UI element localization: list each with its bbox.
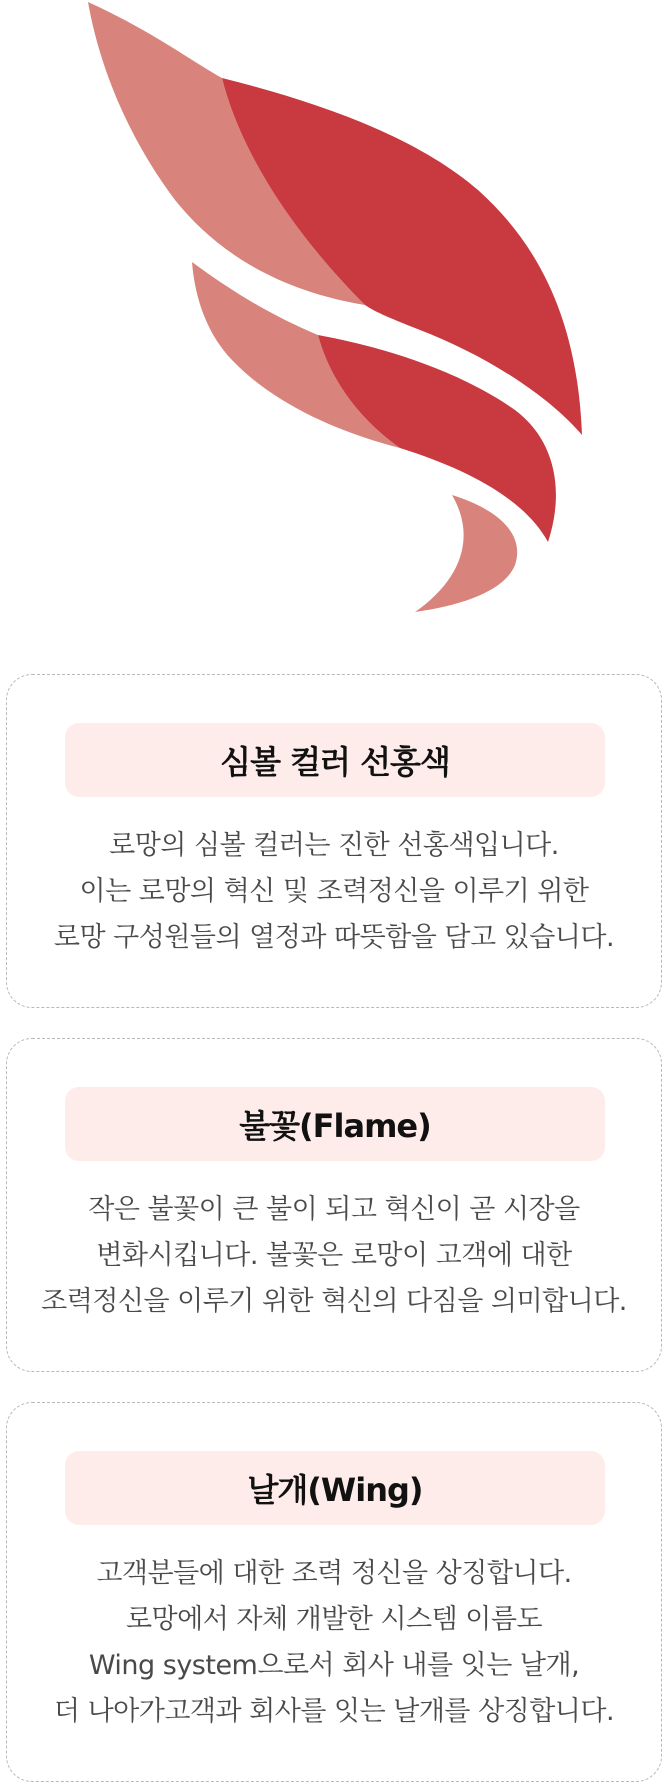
- description-line: 조력정신을 이루기 위한 혁신의 다짐을 의미합니다.: [41, 1286, 627, 1317]
- brand-symbol: [0, 0, 670, 640]
- description-line: 로망의 심볼 컬러는 진한 선홍색입니다.: [109, 830, 559, 861]
- description-line: 변화시킵니다. 불꽃은 로망이 고객에 대한: [96, 1240, 572, 1271]
- card-description: [17, 1551, 651, 1735]
- description-line: 로망 구성원들의 열정과 따뜻함을 담고 있습니다.: [53, 922, 615, 953]
- info-card-wing: [6, 1402, 662, 1782]
- flame-wing-logo-icon: [0, 0, 670, 640]
- card-title: 심볼 컬러 선홍색: [65, 723, 605, 797]
- info-card-color: [6, 674, 662, 1008]
- card-description: [17, 1187, 651, 1325]
- card-title: 날개(Wing): [65, 1451, 605, 1525]
- wing-tip-shape: [415, 495, 517, 612]
- card-title: 불꽃(Flame): [65, 1087, 605, 1161]
- description-line: 이는 로망의 혁신 및 조력정신을 이루기 위한: [79, 876, 589, 907]
- card-description: [17, 823, 651, 961]
- description-line: 작은 불꽃이 큰 불이 되고 혁신이 곧 시장을: [88, 1194, 580, 1225]
- description-line: 고객분들에 대한 조력 정신을 상징합니다.: [96, 1558, 572, 1589]
- description-line: 로망에서 자체 개발한 시스템 이름도: [125, 1604, 543, 1635]
- description-line: Wing system으로서 회사 내를 잇는 날개,: [88, 1650, 580, 1681]
- info-card-flame: [6, 1038, 662, 1372]
- description-line: 더 나아가고객과 회사를 잇는 날개를 상징합니다.: [53, 1696, 615, 1727]
